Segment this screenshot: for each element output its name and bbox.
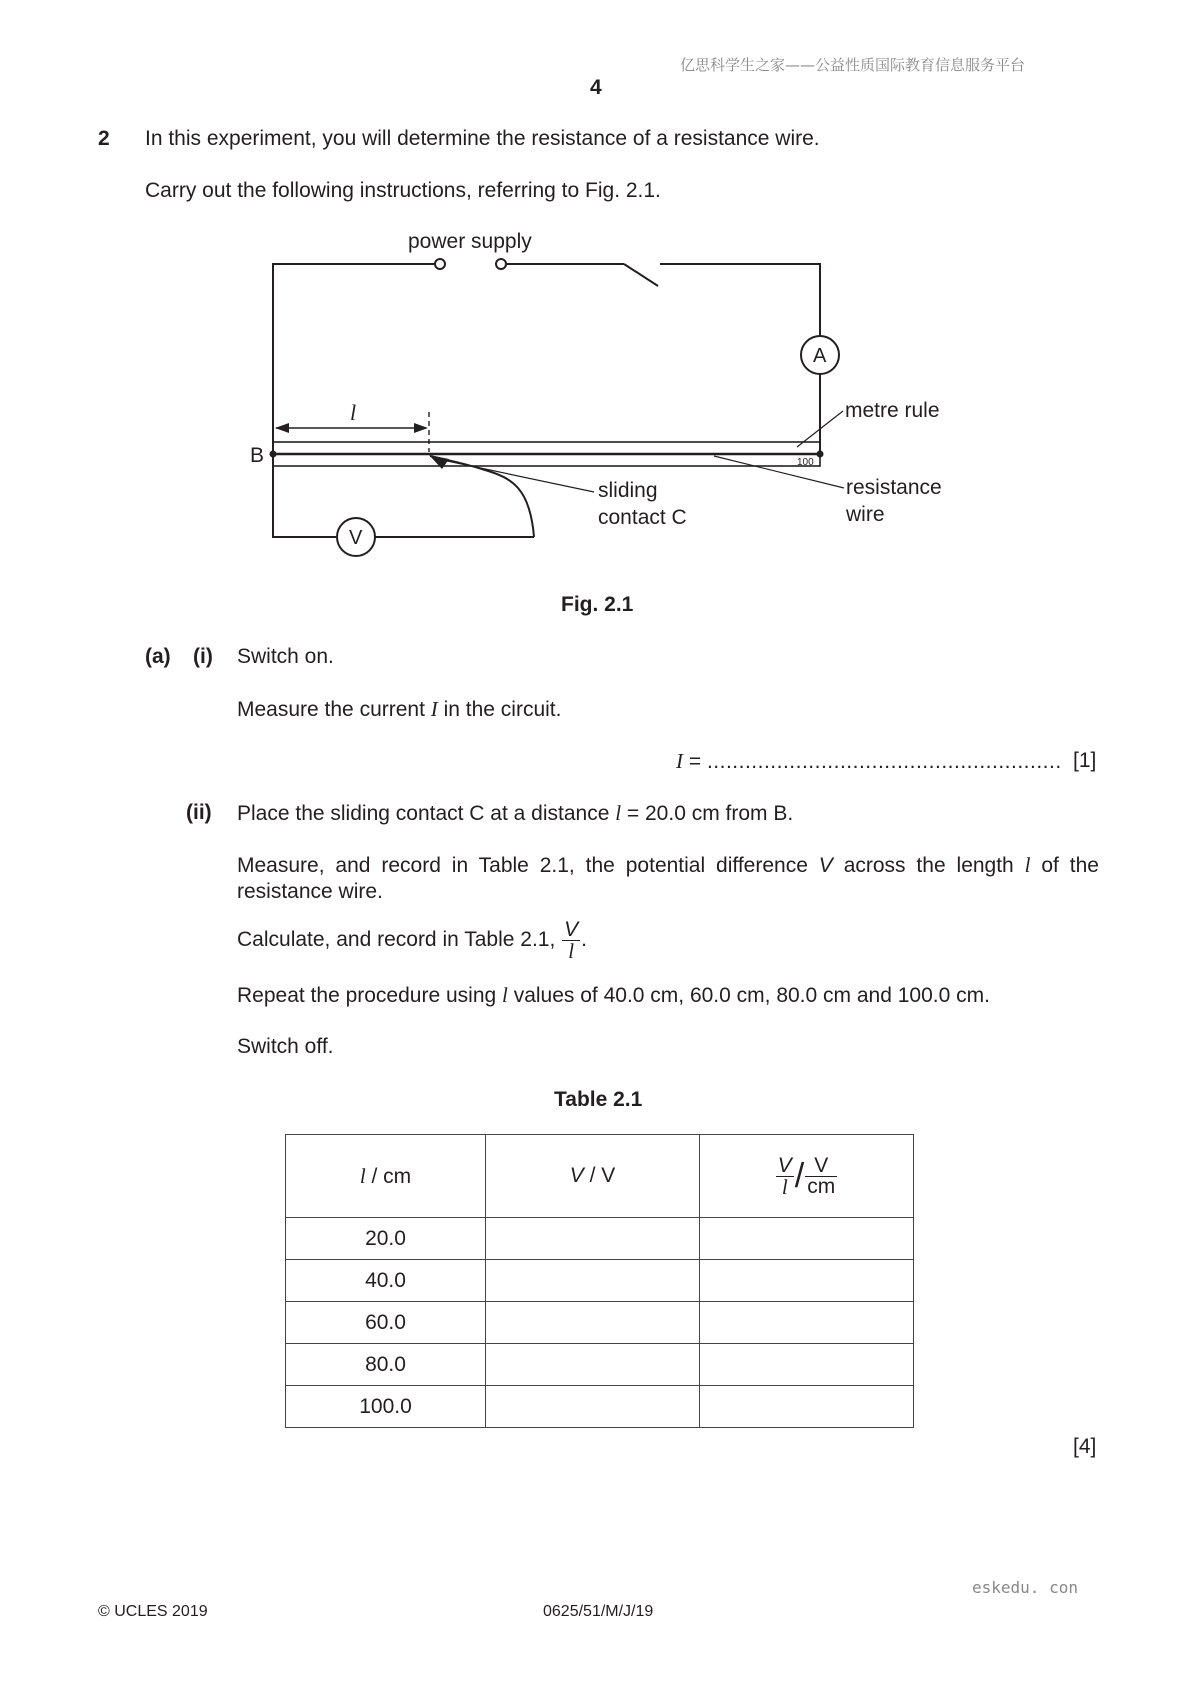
power-supply-terminal-left	[435, 259, 445, 269]
cell-voltage[interactable]	[486, 1344, 700, 1386]
table-row	[286, 1260, 914, 1302]
part-a-ii-p4: Repeat the procedure using l values of 40.0 cm, 60.0 cm, 80.0 cm and 100.0 cm.	[237, 983, 990, 1007]
marks-table: [4]	[1073, 1435, 1097, 1458]
cell-v-over-l[interactable]	[700, 1386, 914, 1428]
cell-length: 80.0	[286, 1344, 486, 1386]
part-a-i-line2: Measure the current I in the circuit.	[237, 697, 562, 721]
table-row	[286, 1302, 914, 1344]
label-point-b: B	[250, 444, 265, 467]
cell-length: 40.0	[286, 1260, 486, 1302]
length-arrowhead-left	[275, 423, 289, 433]
cell-length: 20.0	[286, 1218, 486, 1260]
label-sliding-contact-2: contact C	[598, 506, 687, 529]
table-header-row	[286, 1135, 914, 1218]
leader-sliding-contact	[433, 458, 594, 492]
part-a-i-label: (i)	[193, 645, 213, 668]
question-number: 2	[98, 127, 110, 150]
answer-blank-current[interactable]: ........................................................	[706, 750, 1062, 773]
cell-voltage[interactable]	[486, 1260, 700, 1302]
label-resistance-wire-2: wire	[846, 503, 885, 526]
header-length: l / cm	[286, 1135, 486, 1218]
cell-v-over-l[interactable]	[700, 1218, 914, 1260]
cell-length: 60.0	[286, 1302, 486, 1344]
cell-length: 100.0	[286, 1386, 486, 1428]
table-row	[286, 1386, 914, 1428]
answer-line-current: I = ........................................................	[676, 749, 1062, 773]
label-length: l	[350, 400, 357, 425]
leader-resistance-wire	[714, 456, 844, 488]
cell-voltage[interactable]	[486, 1302, 700, 1344]
junction-right	[817, 451, 824, 458]
figure-caption: Fig. 2.1	[561, 593, 634, 616]
marks-i: [1]	[1073, 749, 1097, 772]
part-a-ii-p3: Calculate, and record in Table 2.1, $\frac{V}{l}$ .	[237, 918, 588, 963]
label-sliding-contact-1: sliding	[598, 479, 658, 502]
header-v-over-l: $\frac{V}{l}$ / $\frac{V}{cm}$	[700, 1135, 914, 1218]
label-power-supply: power supply	[408, 230, 532, 253]
part-a-ii-p5: Switch off.	[237, 1035, 334, 1058]
table-row	[286, 1344, 914, 1386]
page-number: 4	[590, 76, 602, 99]
question-instruction: Carry out the following instructions, referring to Fig. 2.1.	[145, 179, 661, 202]
watermark-bottom: eskedu. con	[972, 1578, 1078, 1597]
label-resistance-wire-1: resistance	[846, 476, 942, 499]
power-supply-terminal-right	[496, 259, 506, 269]
question-intro: In this experiment, you will determine the resistance of a resistance wire.	[145, 127, 820, 150]
part-a-ii-p1: Place the sliding contact C at a distance l = 20.0 cm from B.	[237, 801, 794, 825]
junction-b	[270, 451, 277, 458]
cell-v-over-l[interactable]	[700, 1302, 914, 1344]
cell-voltage[interactable]	[486, 1218, 700, 1260]
label-voltmeter: V	[349, 527, 363, 549]
circuit-diagram	[0, 0, 1191, 600]
part-a-ii-label: (ii)	[186, 801, 212, 824]
results-table	[285, 1134, 914, 1428]
table-title: Table 2.1	[554, 1088, 643, 1111]
watermark-top: 亿思科学生之家——公益性质国际教育信息服务平台	[680, 56, 1026, 74]
fraction-v-over-l: $\frac{V}{l}$	[564, 918, 579, 963]
cell-v-over-l[interactable]	[700, 1344, 914, 1386]
label-ammeter: A	[813, 345, 827, 367]
cell-voltage[interactable]	[486, 1386, 700, 1428]
table-row	[286, 1218, 914, 1260]
footer-code: 0625/51/M/J/19	[543, 1603, 654, 1620]
part-a-label: (a)	[145, 645, 171, 668]
wire-top-right	[660, 264, 820, 336]
part-a-i-line1: Switch on.	[237, 645, 334, 668]
label-rule-100: 100	[797, 457, 814, 468]
switch-blade	[624, 264, 658, 286]
footer-copyright: © UCLES 2019	[98, 1603, 208, 1620]
sliding-contact-arrowhead	[429, 455, 449, 469]
header-voltage: V / V	[486, 1135, 700, 1218]
cell-v-over-l[interactable]	[700, 1260, 914, 1302]
part-a-ii-p2: Measure, and record in Table 2.1, the potential difference V across the length l of the resistance wire.	[237, 853, 1099, 903]
label-metre-rule: metre rule	[845, 399, 940, 422]
length-arrowhead-right	[414, 423, 428, 433]
